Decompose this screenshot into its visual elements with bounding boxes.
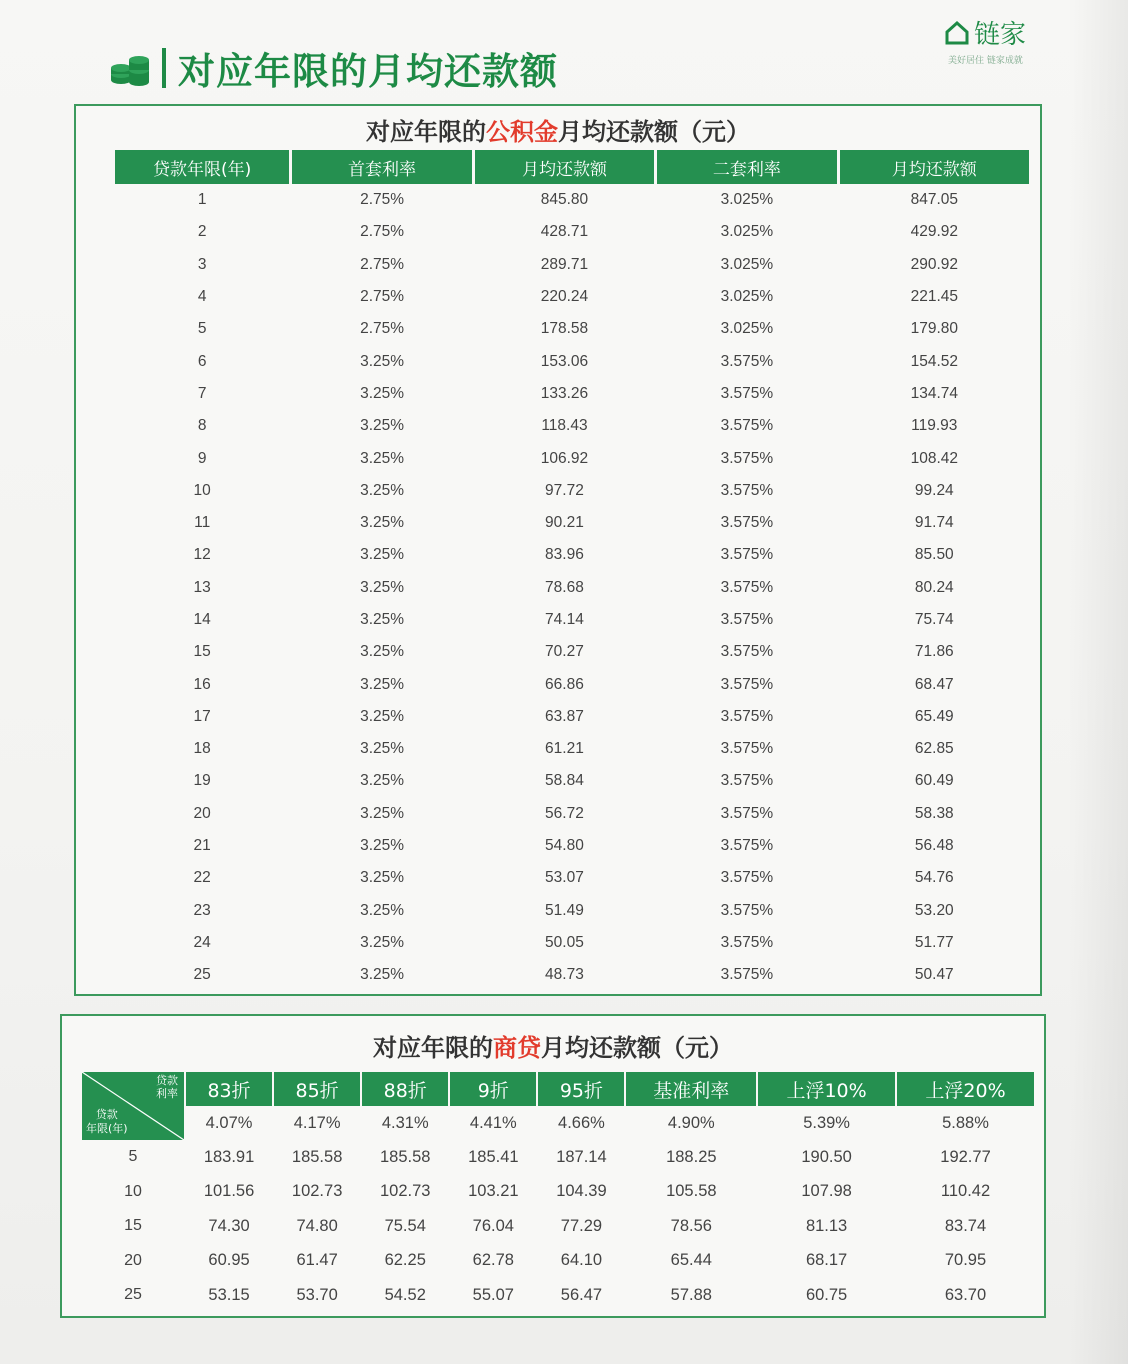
term-cell: 20 [124,1251,142,1269]
column-header: 基准利率 [626,1072,756,1106]
title-divider [162,48,166,88]
table-cell: 108.42 [910,449,958,467]
table-cell: 3.575% [720,546,774,564]
table-cell: 190.50 [801,1147,852,1166]
table-cell: 133.26 [540,384,589,402]
coins-icon [108,46,152,90]
rate-cell: 4.17% [293,1113,341,1132]
table-cell: 51.77 [914,933,954,951]
table-cell: 7 [197,384,207,402]
table-cell: 65.49 [914,707,954,725]
table-cell: 3.25% [360,966,405,984]
commercial-table-section [60,1014,1046,1318]
table-cell: 3.575% [720,417,774,435]
table-row [115,475,1029,507]
table-cell: 57.88 [670,1285,712,1304]
table-cell: 3.25% [360,611,405,628]
table-cell: 62.85 [914,740,954,758]
table-row [115,184,1029,216]
table-cell: 2.75% [360,320,405,338]
logo-text: 链家 [974,20,1027,50]
brand-logo [944,14,1044,64]
table-cell: 53.20 [914,901,954,919]
table-cell: 289.71 [540,255,589,273]
table-cell: 23 [193,901,211,919]
table-row [115,636,1029,668]
table-cell: 3.575% [720,449,774,467]
table-cell: 102.73 [380,1182,431,1201]
table-cell: 187.14 [556,1147,607,1166]
table-cell: 63.87 [545,707,584,725]
table-cell: 221.45 [910,288,958,306]
table-cell: 74.30 [208,1216,250,1235]
table-cell: 101.56 [203,1182,255,1201]
table-cell: 70.27 [545,643,584,661]
table-cell: 53.15 [208,1285,250,1304]
table-cell: 3.25% [360,352,405,370]
page-title [108,40,558,96]
table-cell: 68.17 [805,1251,848,1270]
table-cell: 2.75% [360,288,405,306]
table-cell: 60.95 [208,1251,250,1270]
column-header: 贷款年限(年) [115,150,289,184]
table-cell: 91.74 [914,514,954,532]
table-cell: 61.47 [296,1251,338,1270]
table-cell: 103.21 [468,1182,519,1201]
table-row [115,378,1029,410]
table-cell: 154.52 [910,352,958,370]
table-row [82,1140,1034,1175]
table-cell: 66.86 [545,675,584,693]
table-cell: 12 [193,546,211,564]
table-row [115,862,1029,894]
table-cell: 56.72 [545,804,584,822]
table-cell: 178.58 [540,320,589,338]
table-cell: 3.25% [360,417,405,435]
table-cell: 2.75% [360,255,405,273]
rate-cell: 4.66% [558,1113,605,1132]
table-cell: 64.10 [560,1251,603,1270]
table-cell: 63.70 [944,1285,987,1304]
column-header: 9折 [450,1072,536,1106]
table-row [115,572,1029,604]
table-cell: 110.42 [940,1182,991,1201]
table-cell: 134.74 [910,384,958,402]
table-cell: 185.58 [291,1147,343,1166]
table-cell: 3.575% [720,966,774,984]
table-cell: 62.78 [472,1251,514,1270]
table-row [82,1209,1034,1244]
table-cell: 105.58 [666,1182,717,1201]
table-cell: 20 [193,804,211,822]
table-cell: 60.75 [805,1285,848,1304]
table-cell: 3.575% [720,578,774,596]
table-cell: 58.84 [545,772,584,790]
page-title-text: 对应年限的月均还款额 [178,50,558,93]
table-cell: 65.44 [670,1251,712,1270]
rate-cell: 4.90% [667,1113,715,1132]
table-row [115,507,1029,539]
table-cell: 3.575% [720,933,774,951]
column-header: 上浮10% [758,1072,895,1106]
column-header: 二套利率 [657,150,836,184]
table-row [115,313,1029,345]
table-cell: 290.92 [910,255,958,273]
table-cell: 429.92 [910,223,958,241]
table-cell: 102.73 [291,1182,343,1201]
paper-shadow [1068,0,1128,1364]
term-cell: 5 [128,1148,138,1166]
table-cell: 61.21 [545,740,584,758]
table-cell: 77.29 [560,1216,603,1235]
table-cell: 24 [193,933,211,951]
table-row [115,701,1029,733]
table-cell: 3.575% [720,643,774,661]
table-cell: 14 [193,611,211,628]
table-cell: 118.43 [541,417,588,435]
table-cell: 185.41 [468,1147,519,1166]
table-cell: 3.575% [720,384,774,402]
table-cell: 78.68 [545,578,584,596]
table-cell: 3.575% [720,352,774,370]
table-cell: 3.25% [360,449,405,467]
table-cell: 9 [197,449,207,467]
table-cell: 54.80 [545,837,584,855]
table-cell: 3.025% [720,288,774,306]
table-cell: 3.25% [360,481,405,499]
table-cell: 83.96 [545,546,584,564]
table-cell: 19 [193,772,211,790]
table-cell: 104.39 [556,1182,607,1201]
column-header: 月均还款额 [840,150,1029,184]
table-cell: 3.25% [360,384,405,402]
table-cell: 75.54 [384,1216,426,1235]
table-cell: 2.75% [360,223,405,241]
table-cell: 3.575% [720,740,774,758]
table-cell: 3.25% [360,740,405,758]
table-cell: 3.575% [720,707,774,725]
table-cell: 54.76 [914,869,954,887]
table-cell: 74.14 [545,611,584,628]
table-row [115,798,1029,830]
table-cell: 2 [197,223,207,241]
table-cell: 58.38 [914,804,954,822]
fund-table [112,150,1032,991]
table-cell: 3.25% [360,869,405,887]
table-cell: 71.86 [914,643,954,661]
table-corner-header [82,1072,184,1140]
table-cell: 68.47 [914,675,954,693]
table-cell: 97.72 [545,481,584,499]
table-cell: 3.25% [360,578,405,596]
table-cell: 51.49 [545,901,584,919]
table-row [115,604,1029,636]
table-row [115,539,1029,571]
table-cell: 13 [193,578,211,596]
table-cell: 3.575% [720,611,774,628]
fund-table-section [74,104,1042,996]
table-cell: 85.50 [914,546,954,564]
logo-subtitle: 美好居住 链家成就 [948,56,1023,66]
table-cell: 48.73 [545,966,584,984]
table-cell: 1 [197,191,207,209]
table-cell: 3.25% [360,901,405,919]
table-cell: 3.25% [360,643,405,661]
table-row [82,1244,1034,1279]
table-cell: 16 [193,675,211,693]
table-cell: 6 [197,352,207,370]
table-cell: 188.25 [666,1147,717,1166]
table-cell: 179.80 [910,320,958,338]
table-cell: 3.575% [720,901,774,919]
table-cell: 3.575% [720,481,774,499]
table-cell: 8 [197,417,207,435]
table-cell: 3.025% [720,255,774,273]
column-header: 88折 [362,1072,448,1106]
table-cell: 3 [197,255,207,273]
table-cell: 2.75% [360,191,405,209]
table-row [115,959,1029,991]
table-cell: 60.49 [914,772,954,790]
column-header: 95折 [538,1072,624,1106]
table-cell: 76.04 [472,1216,514,1235]
table-cell: 70.95 [944,1251,987,1270]
table-cell: 3.575% [720,869,774,887]
column-header: 月均还款额 [475,150,654,184]
table-cell: 25 [193,966,211,984]
column-header: 85折 [274,1072,360,1106]
table-cell: 3.025% [720,191,774,209]
table-cell: 80.24 [914,578,954,596]
table-cell: 106.92 [540,449,589,467]
table-row [115,410,1029,442]
term-cell: 25 [124,1286,142,1304]
table-cell: 54.52 [384,1285,426,1304]
table-cell: 83.74 [944,1216,987,1235]
table-cell: 3.575% [720,675,774,693]
table-row [115,733,1029,765]
table-cell: 11 [194,514,211,532]
table-cell: 62.25 [384,1251,426,1270]
table-cell: 3.25% [360,707,405,725]
column-header: 83折 [186,1072,272,1106]
table-cell: 5 [197,320,207,338]
table-cell: 153.06 [540,352,589,370]
table-cell: 107.98 [801,1182,852,1201]
rate-cell: 5.88% [942,1113,989,1132]
rate-cell: 5.39% [803,1113,850,1132]
table-row [115,442,1029,474]
corner-rate-label: 贷款 利率 [156,1074,178,1100]
term-cell: 10 [124,1182,142,1200]
table-cell: 845.80 [540,191,589,209]
table-cell: 3.25% [360,933,405,951]
table-row [115,830,1029,862]
table-cell: 428.71 [540,223,589,241]
table-cell: 847.05 [910,191,958,209]
table-cell: 78.56 [670,1216,712,1235]
table-cell: 220.24 [540,288,589,306]
table-cell: 183.91 [203,1147,255,1166]
table-cell: 21 [193,837,211,855]
commercial-table [80,1072,1036,1313]
table-row [82,1175,1034,1210]
table-row [115,668,1029,700]
table-cell: 50.05 [545,933,584,951]
table-cell: 192.77 [940,1147,991,1166]
rate-cell: 4.41% [469,1113,517,1132]
table-row [115,281,1029,313]
column-header: 上浮20% [897,1072,1034,1106]
table-row [115,216,1029,248]
table-cell: 15 [193,643,211,661]
fund-table-title: 对应年限的公积金月均还款额（元） [366,118,750,146]
table-row [115,927,1029,959]
table-cell: 3.575% [720,514,774,532]
table-cell: 90.21 [545,514,584,532]
rate-cell: 4.07% [205,1113,253,1132]
commercial-table-title: 对应年限的商贷月均还款额（元） [373,1034,733,1062]
table-cell: 22 [193,869,211,887]
table-cell: 3.25% [360,772,405,790]
table-cell: 81.13 [805,1216,848,1235]
table-cell: 56.48 [914,837,954,855]
table-cell: 50.47 [914,966,954,984]
table-cell: 3.25% [360,804,405,822]
table-cell: 3.025% [720,320,774,338]
table-cell: 3.25% [360,675,405,693]
table-cell: 53.70 [296,1285,338,1304]
table-cell: 56.47 [560,1285,603,1304]
table-row [82,1278,1034,1313]
table-row [115,895,1029,927]
table-cell: 4 [197,288,207,306]
corner-term-label: 贷款 年限(年) [86,1108,128,1135]
table-cell: 3.025% [720,223,774,241]
table-cell: 10 [193,481,211,499]
table-cell: 55.07 [472,1285,514,1304]
table-row [115,765,1029,797]
table-cell: 74.80 [296,1216,338,1235]
house-icon [944,20,970,46]
table-cell: 185.58 [380,1147,431,1166]
table-row [115,345,1029,377]
table-cell: 18 [193,740,211,758]
table-cell: 99.24 [914,481,954,499]
table-cell: 119.93 [911,417,958,435]
table-cell: 17 [193,707,211,725]
table-cell: 53.07 [545,869,584,887]
table-cell: 3.25% [360,837,405,855]
table-cell: 3.575% [720,804,774,822]
rate-cell: 4.31% [381,1113,429,1132]
column-header: 首套利率 [292,150,471,184]
term-cell: 15 [124,1217,142,1235]
table-row [115,249,1029,281]
table-cell: 3.575% [720,837,774,855]
table-cell: 3.25% [360,514,405,532]
table-cell: 75.74 [914,611,954,628]
table-cell: 3.25% [360,546,405,564]
table-cell: 3.575% [720,772,774,790]
